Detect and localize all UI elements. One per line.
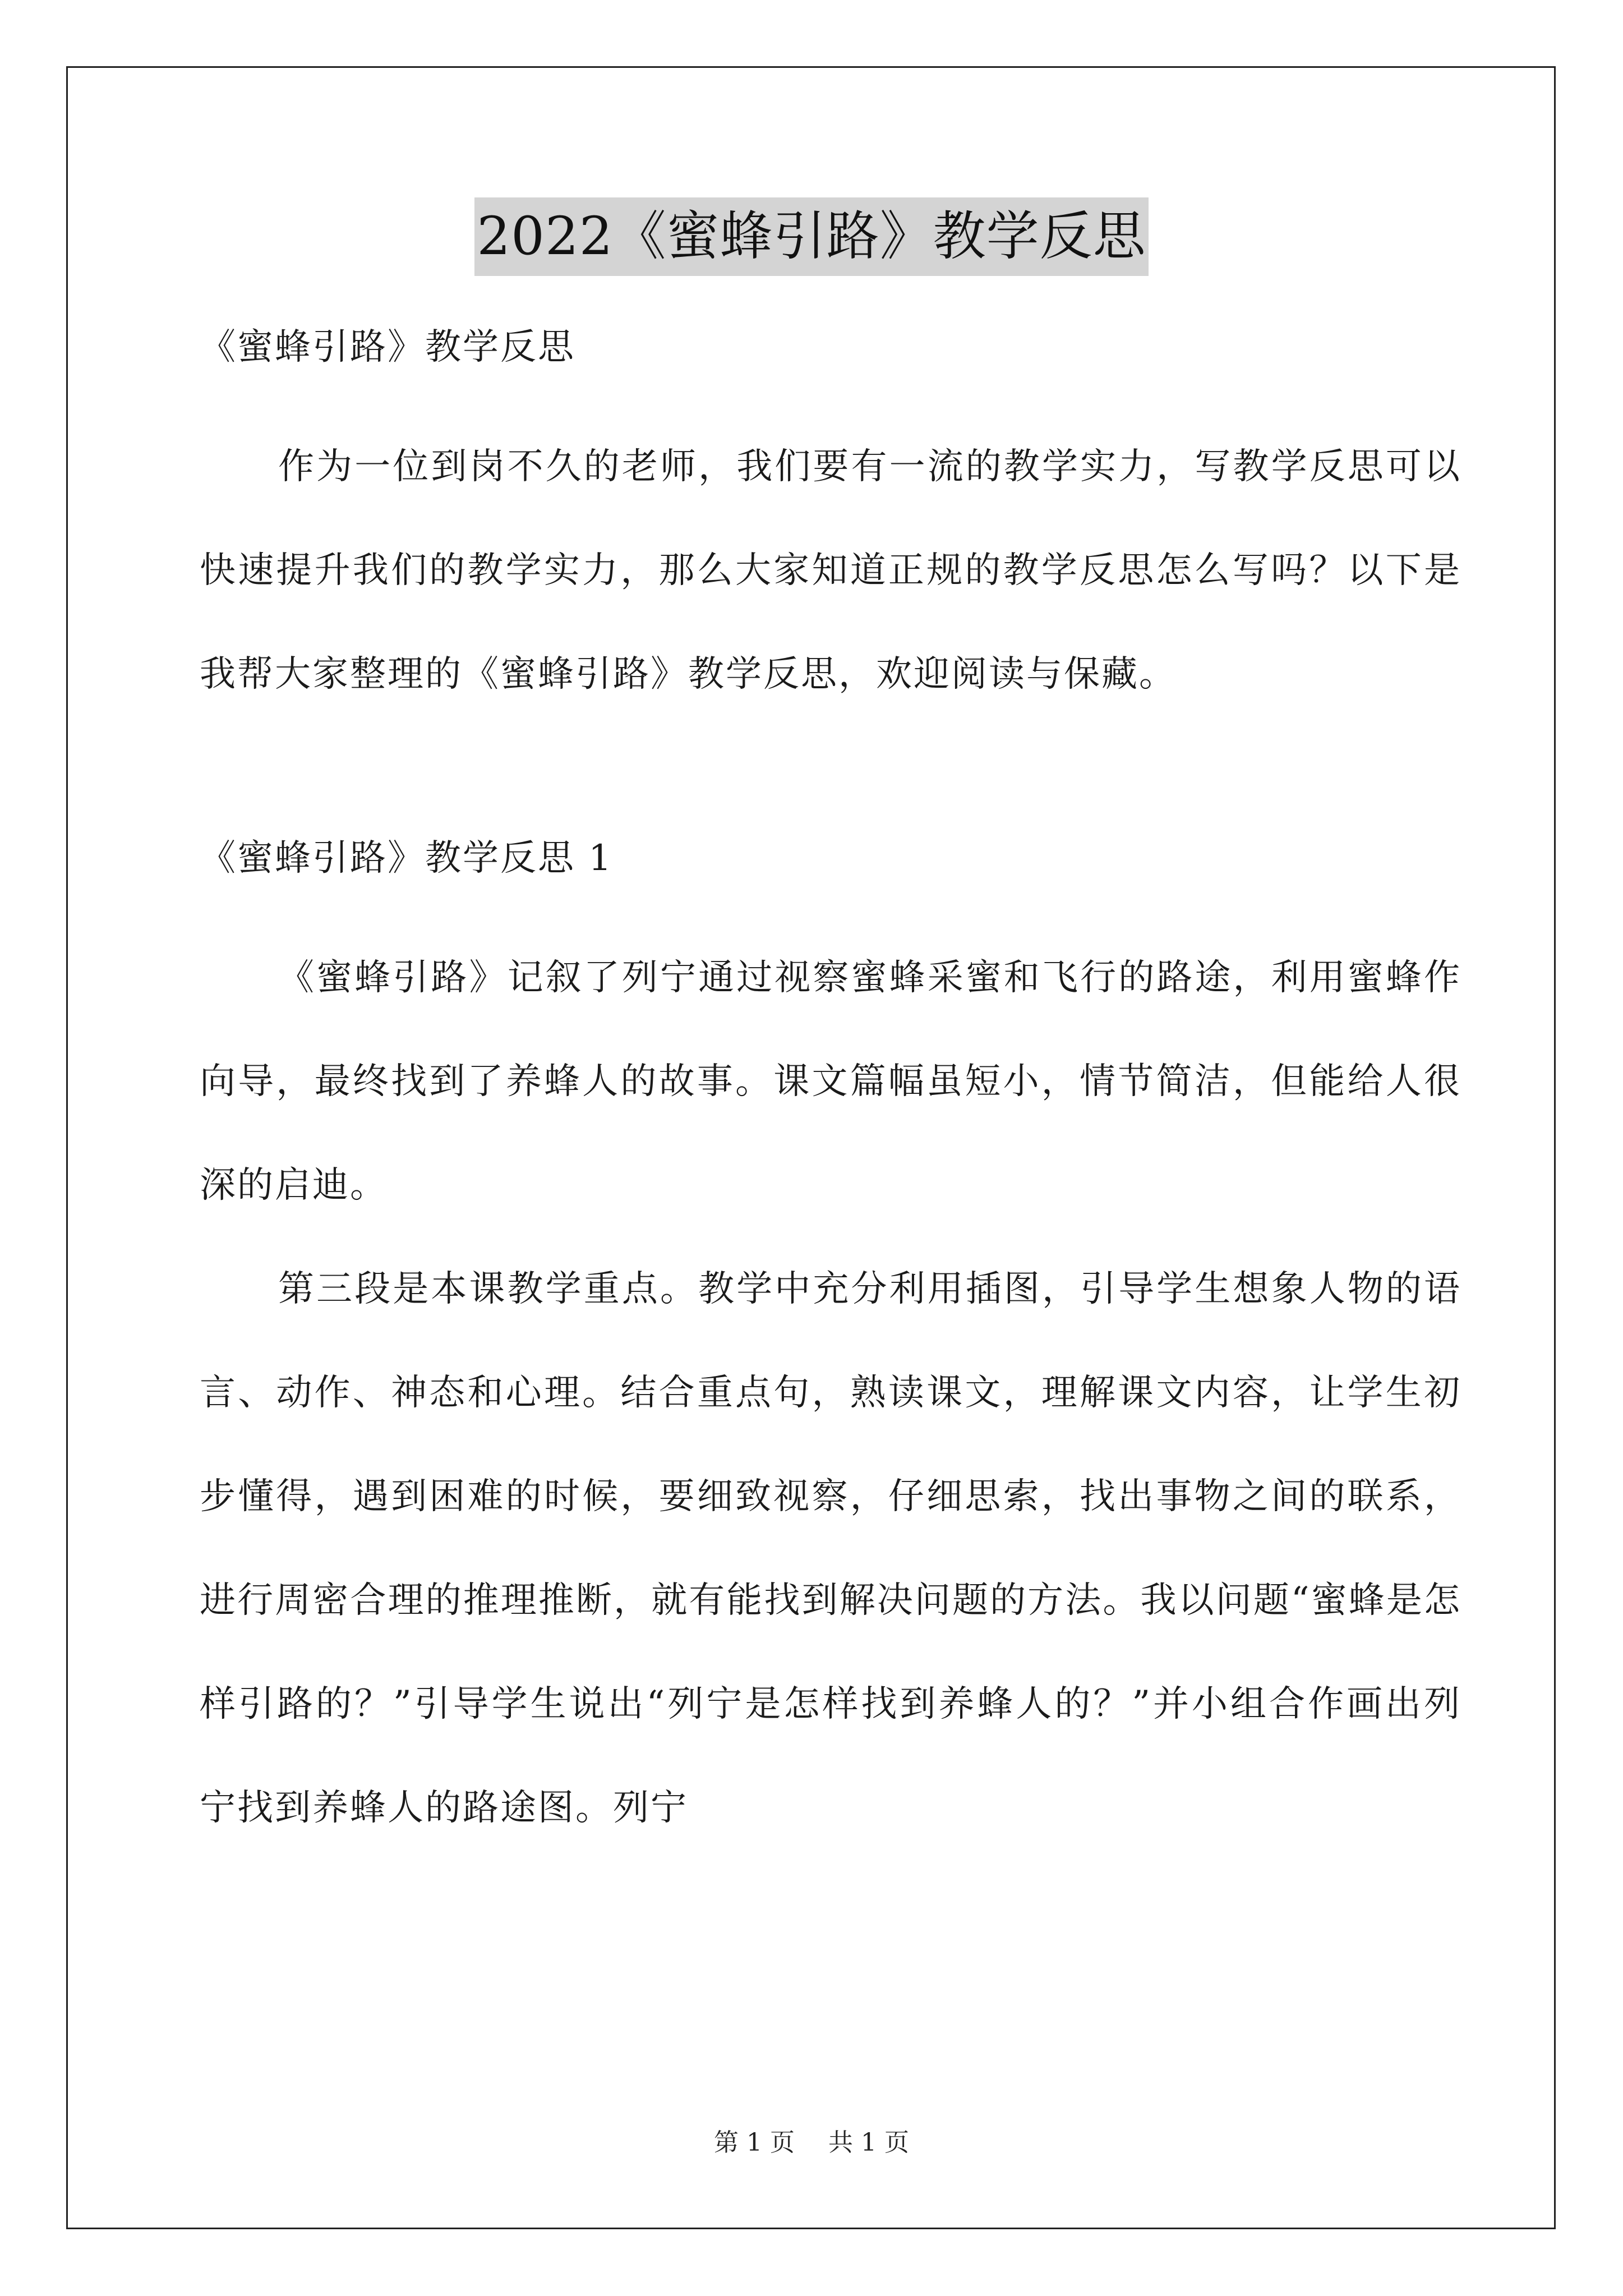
intro-heading: 《蜜蜂引路》教学反思 [200,326,575,368]
document-title: 2022《蜜蜂引路》教学反思 [474,197,1148,276]
section-1-paragraph-1: 《蜜蜂引路》记叙了列宁通过视察蜜蜂采蜜和飞行的路途，利用蜜蜂作向导，最终找到了养蜂人的故事。课文篇幅虽短小，情节简洁，但能给人很深的启迪。 [200,957,1461,1206]
title-container [0,197,1623,276]
page-number: 第 1 页 [714,2128,795,2157]
spacer [200,385,1461,415]
spacer [200,896,1461,926]
page-footer [0,2126,1623,2160]
section-1-paragraph-2: 第三段是本课教学重点。教学中充分利用插图，引导学生想象人物的语言、动作、神态和心理。结合重点句，熟读课文，理解课文内容，让学生初步懂得，遇到困难的时候，要细致视察，仔细思索，找出事物之间的联系，进行周密合理的推理推断，就有能找到解决问题的方法。我以问题“蜜蜂是怎样引路的？”引导学生说出“列宁是怎样找到养蜂人的？”并小组合作画出列宁找到养蜂人的路途图。列宁 [200,1268,1461,1829]
intro-paragraph: 作为一位到岗不久的老师，我们要有一流的教学实力，写教学反思可以快速提升我们的教学实力，那么大家知道正规的教学反思怎么写吗？以下是我帮大家整理的《蜜蜂引路》教学反思，欢迎阅读与保藏。 [200,446,1461,695]
page-total: 共 1 页 [828,2128,909,2157]
spacer [200,726,1461,821]
section-1-heading: 《蜜蜂引路》教学反思 1 [200,838,614,879]
document-body [200,310,1461,1860]
